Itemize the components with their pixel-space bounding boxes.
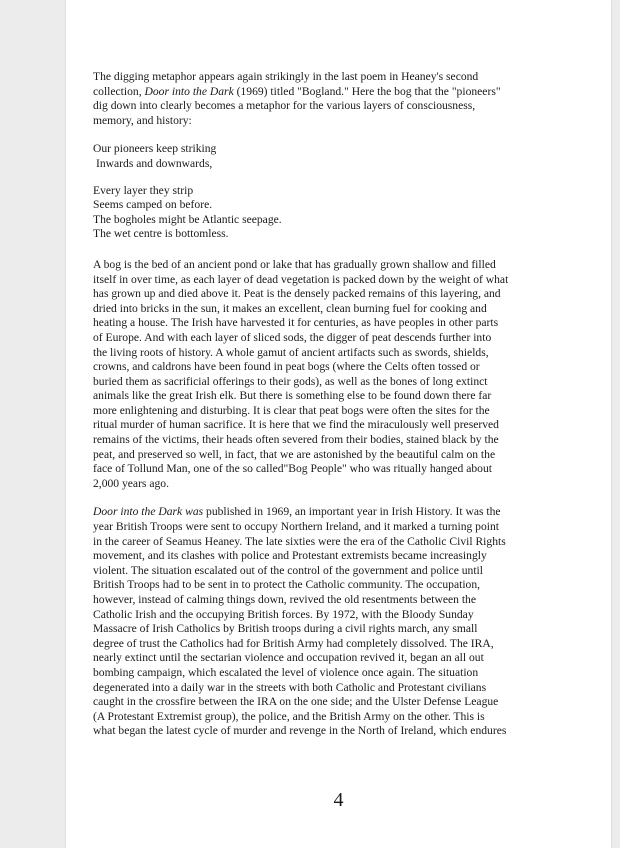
document-page — [66, 0, 611, 848]
text-line: face of Tollund Man, one of the so called"Bog People" who was ritually hanged about — [93, 462, 492, 476]
paragraph-history — [93, 505, 585, 739]
text-line — [93, 505, 585, 520]
text-line: in the career of Seamus Heaney. The late sixties were the era of the Catholic Civil Rights — [93, 534, 506, 548]
text-line: A bog is the bed of an ancient pond or lake that has gradually grown shallow and filled — [93, 257, 496, 271]
text-line: however, instead of calming things down, revived the old resentments between the — [93, 593, 476, 606]
text-line: has grown up and died above it. Peat is the densely packed remains of this layering, and — [93, 287, 501, 301]
text-line: 2,000 years ago. — [93, 476, 169, 490]
poem-line: Seems camped on before. — [93, 198, 213, 212]
text-line: dig down into clearly becomes a metaphor for the various layers of consciousness, — [93, 99, 476, 113]
text-line: crowns, and caldrons have been found in peat bogs (where the Celts often tossed or — [93, 360, 480, 374]
paragraph-bog — [93, 258, 585, 492]
text-line: more enlightening and disturbing. It is clear that peat bogs were often the sites for the — [93, 403, 490, 417]
text-line: of Europe. And with each layer of sliced sods, the digger of peat descends further into — [93, 330, 492, 344]
book-title: Door into the Dark was — [93, 505, 204, 519]
text-span: published in 1969, an important year in Irish History. It was the — [203, 505, 501, 519]
text-line: British Troops had to be sent in to protect the Catholic community. The occupation, — [93, 578, 481, 592]
text-line: movement, and its clashes with police and Protestant extremists became increasingly — [93, 549, 487, 563]
text-line: year British Troops were sent to occupy Northern Ireland, and it marked a turning point — [93, 520, 500, 534]
text-line: memory, and history: — [93, 113, 192, 127]
text-line: degree of trust the Catholics had for British Army had completely dissolved. The IRA, — [93, 636, 494, 650]
text-line: Catholic Irish and the occupying British forces. By 1972, with the Bloody Sunday — [93, 607, 474, 621]
paragraph-intro — [93, 70, 585, 128]
text-line: nearly extinct until the sectarian violence and occupation revived it, began an all out — [93, 651, 484, 665]
text-line: animals like the great Irish elk. But there is something else to be found down there far — [93, 389, 492, 403]
text-line: The digging metaphor appears again strikingly in the last poem in Heaney's second — [93, 70, 479, 83]
text-line: (A Protestant Extremist group), the police, and the British Army on the other. This is — [93, 709, 485, 723]
text-line: heating a house. The Irish have harvested it for centuries, as have peoples in other parts — [93, 316, 499, 330]
text-line: Massacre of Irish Catholics by British troops during a civil rights march, any small — [93, 622, 478, 636]
text-line: bombing campaign, which escalated the level of violence once again. The situation — [93, 665, 479, 679]
text-line: peat, and preserved so well, in fact, that we are astonished by the beautiful calm on the — [93, 447, 496, 461]
text-line: degenerated into a daily war in the streets with both Catholic and Protestant civilians — [93, 680, 487, 694]
poem-line: Our pioneers keep striking — [93, 142, 217, 156]
text-line: caught in the crossfire between the IRA on the one side; and the Ulster Defense League — [93, 695, 499, 709]
text-line — [93, 85, 585, 100]
page-content — [93, 70, 585, 753]
text-line: the living roots of history. A whole gamut of ancient artifacts such as swords, shields, — [93, 345, 489, 359]
text-line: ritual murder of human sacrifice. It is here that we find the miraculously well preserved — [93, 418, 499, 432]
text-line: dried into bricks in the sun, it makes an excellent, clean burning fuel for cooking and — [93, 301, 487, 315]
text-span: collection, — [93, 84, 145, 98]
text-line: violent. The situation escalated out of the control of the government and police until — [93, 563, 484, 577]
text-line: buried them as sacrificial offerings to their gods), as well as the bones of long extinct — [93, 374, 488, 388]
page-number: 4 — [333, 789, 344, 811]
poem-line: Inwards and downwards, — [96, 156, 213, 170]
text-line: itself in over time, as each layer of dead vegetation is packed down by the weight of what — [93, 272, 509, 286]
text-line: what began the latest cycle of murder and revenge in the North of Ireland, which endures — [93, 724, 507, 738]
text-span: (1969) titled "Bogland." Here the bog that the "pioneers" — [233, 84, 501, 98]
poem-line: The wet centre is bottomless. — [93, 227, 229, 241]
poem-line: The bogholes might be Atlantic seepage. — [93, 212, 282, 226]
poem-line: Every layer they strip — [93, 183, 194, 197]
text-line: remains of the victims, their heads often severed from their bodies, stained black by the — [93, 433, 499, 447]
book-title: Door into the Dark — [144, 84, 234, 98]
poem-stanza-1 — [93, 142, 585, 171]
poem-stanza-2 — [93, 184, 585, 242]
